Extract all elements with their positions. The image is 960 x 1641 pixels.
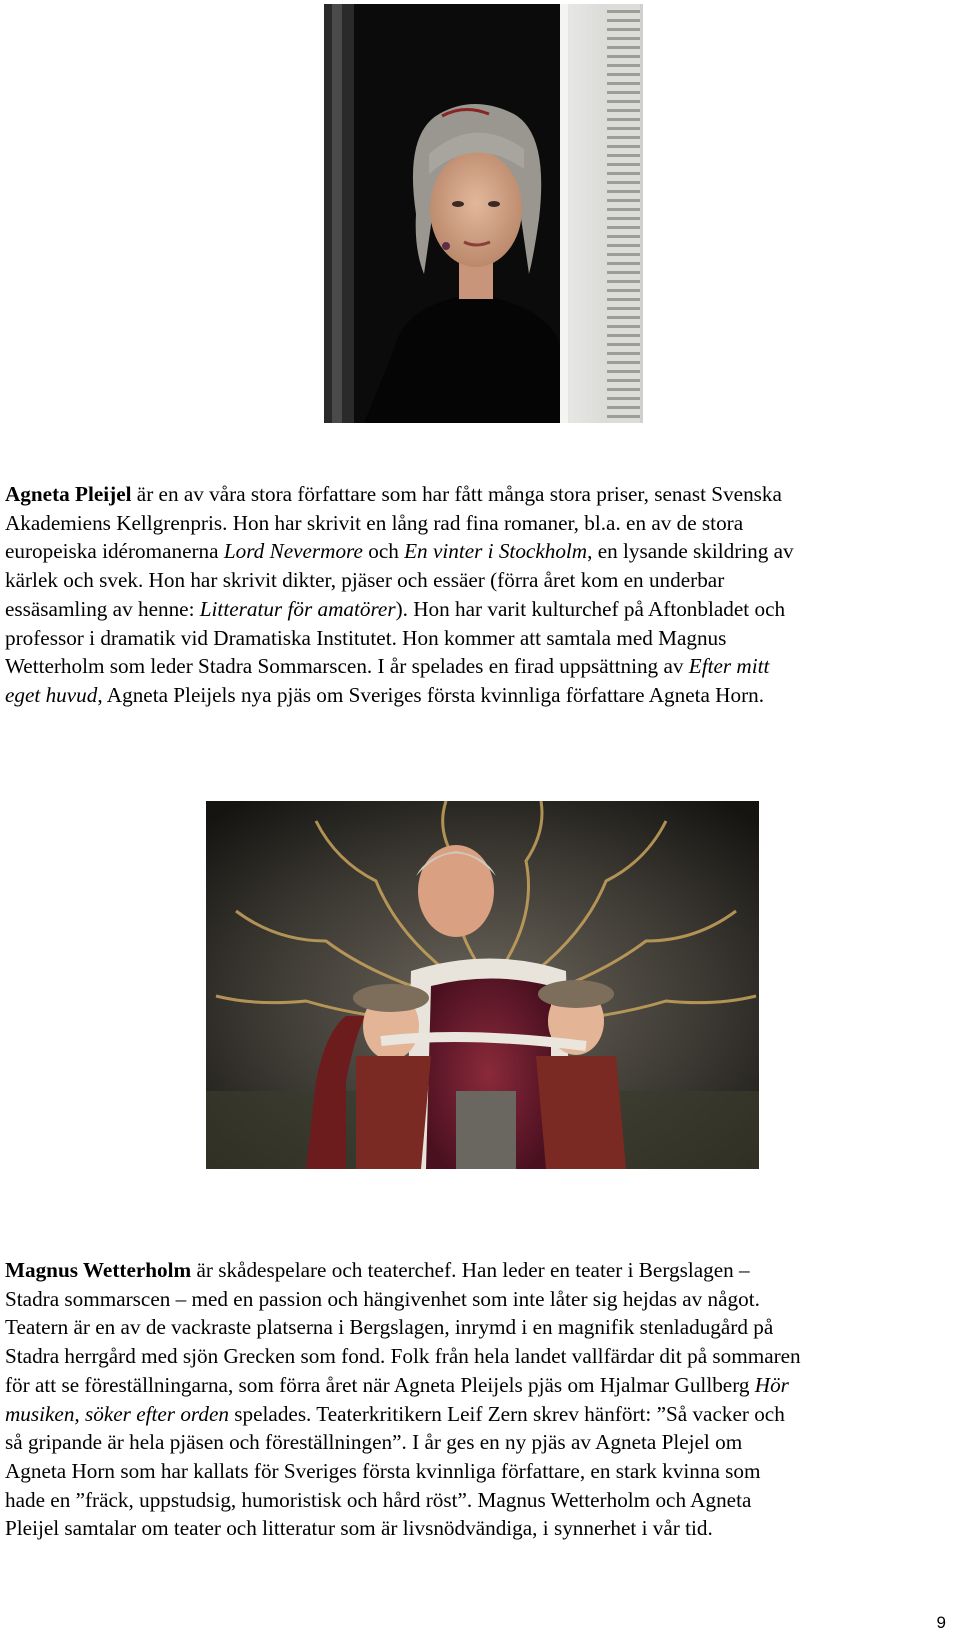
portrait-photo bbox=[324, 4, 643, 423]
text-segment: är en av våra stora författare som har fått många stora priser, senast Svenska bbox=[131, 482, 782, 506]
italic-title: Litteratur för amatörer bbox=[199, 596, 396, 621]
text-segment: Pleijel samtalar om teater och litteratur som är livsnödvändiga, i synnerhet i vår tid. bbox=[5, 1516, 713, 1541]
magnus-wetterholm-paragraph bbox=[5, 1256, 955, 1543]
text-segment: Agneta Horn som har kallats för Sveriges första kvinnliga författare, en stark kvinna som bbox=[5, 1458, 761, 1483]
text-line bbox=[5, 537, 955, 566]
bold-name: Agneta Pleijel bbox=[5, 482, 132, 506]
text-line bbox=[5, 1486, 955, 1515]
text-line bbox=[5, 1313, 955, 1342]
stage-photo bbox=[206, 801, 759, 1169]
text-line bbox=[5, 1342, 955, 1371]
text-line bbox=[5, 566, 955, 595]
text-line bbox=[5, 652, 955, 681]
page-number: 9 bbox=[936, 1613, 946, 1632]
text-segment: Teatern är en av de vackraste platserna i Bergslagen, inrymd i en magnifik stenladugård på bbox=[5, 1315, 774, 1340]
text-segment: , en lysande skildring av bbox=[587, 539, 794, 564]
italic-title: En vinter i Stockholm bbox=[404, 539, 588, 564]
text-line bbox=[5, 595, 955, 624]
text-segment: Wetterholm som leder Stadra Sommarscen. I år spelades en firad uppsättning av bbox=[5, 654, 689, 679]
italic-title: eget huvud bbox=[5, 682, 98, 707]
text-segment: för att se föreställningarna, som förra året när Agneta Pleijels pjäs om Hjalmar Gullberg bbox=[5, 1372, 755, 1397]
text-segment: europeiska idéromanerna bbox=[5, 539, 224, 564]
text-segment: spelades. Teaterkritikern Leif Zern skrev hänfört: ”Så vacker och bbox=[228, 1401, 785, 1426]
text-line bbox=[5, 1400, 955, 1429]
text-segment: , Agneta Pleijels nya pjäs om Sveriges första kvinnliga författare Agneta Horn. bbox=[97, 682, 765, 707]
text-segment: är skådespelare och teaterchef. Han leder en teater i Bergslagen – bbox=[191, 1258, 750, 1282]
text-segment: Stadra herrgård med sjön Grecken som fond. Folk från hela landet vallfärdar dit på sommaren bbox=[5, 1344, 801, 1369]
text-segment: kärlek och svek. Hon har skrivit dikter, pjäser och essäer (förra året kom en underbar bbox=[5, 568, 725, 593]
text-line bbox=[5, 1371, 955, 1400]
text-line bbox=[5, 1285, 955, 1314]
text-segment: professor i dramatik vid Dramatiska Institutet. Hon kommer att samtala med Magnus bbox=[5, 625, 727, 650]
text-segment: och bbox=[362, 539, 405, 564]
italic-title: Hör bbox=[754, 1372, 789, 1397]
text-line bbox=[5, 624, 955, 653]
text-line bbox=[5, 1457, 955, 1486]
text-line bbox=[5, 480, 955, 509]
text-line bbox=[5, 1256, 955, 1285]
text-segment: ). Hon har varit kulturchef på Aftonbladet och bbox=[395, 596, 786, 621]
text-segment: så gripande är hela pjäsen och föreställningen”. I år ges en ny pjäs av Agneta Plejel om bbox=[5, 1430, 743, 1455]
text-line bbox=[5, 1428, 955, 1457]
text-line bbox=[5, 509, 955, 538]
text-segment: essäsamling av henne: bbox=[5, 596, 200, 621]
italic-title: musiken, söker efter orden bbox=[5, 1401, 229, 1426]
bold-name: Magnus Wetterholm bbox=[5, 1258, 192, 1282]
text-line bbox=[5, 1514, 955, 1543]
text-segment: Stadra sommarscen – med en passion och hängivenhet som inte låter sig hejdas av något. bbox=[5, 1286, 760, 1311]
text-segment: Akademiens Kellgrenpris. Hon har skrivit en lång rad fina romaner, bl.a. en av de stora bbox=[5, 510, 744, 535]
text-segment: hade en ”fräck, uppstudsig, humoristisk och hård röst”. Magnus Wetterholm och Agneta bbox=[5, 1487, 752, 1512]
italic-title: Efter mitt bbox=[688, 654, 770, 679]
italic-title: Lord Nevermore bbox=[223, 539, 363, 564]
text-line bbox=[5, 681, 955, 710]
agneta-pleijel-paragraph bbox=[5, 480, 955, 710]
